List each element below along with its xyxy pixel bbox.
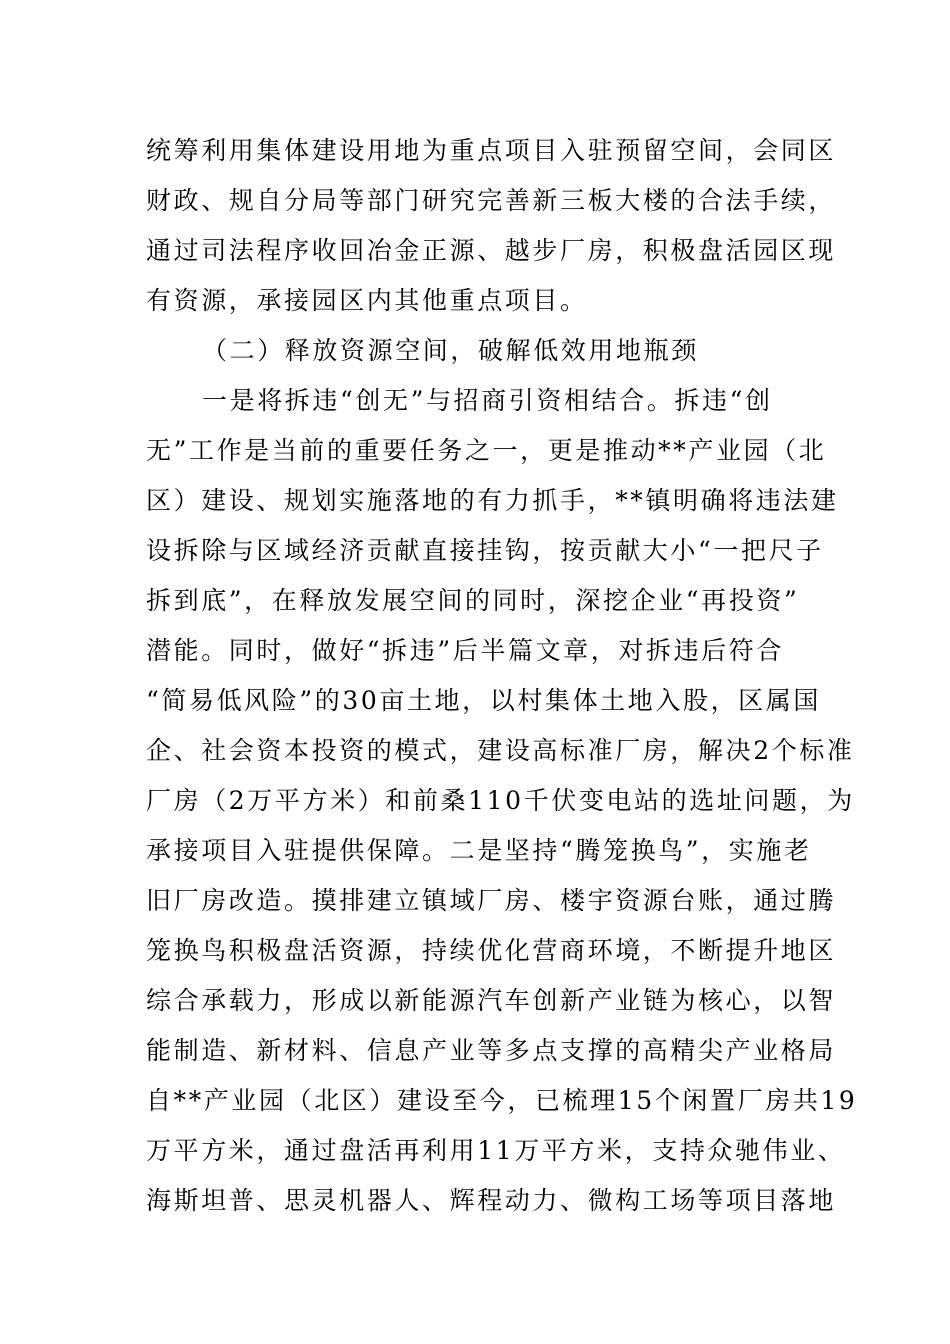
body-line: 笼换鸟积极盘活资源，持续优化营商环境，不断提升地区 [146,936,837,965]
body-line: 设拆除与区域经济贡献直接挂钩，按贡献大小“一把尺子 [146,536,824,565]
body-line: 潜能。同时，做好“拆违”后半篇文章，对拆违后符合 [146,636,784,665]
body-line: 自**产业园（北区）建设至今，已梳理15个闲置厂房共19 [146,1086,858,1115]
body-line: “简易低风险”的30亩土地，以村集体土地入股，区属国 [146,686,821,715]
section-heading: （二）释放资源空间，破解低效用地瓶颈 [202,336,699,365]
body-line: 通过司法程序收回冶金正源、越步厂房，积极盘活园区现 [146,236,837,265]
body-line: 财政、规自分局等部门研究完善新三板大楼的合法手续， [146,186,837,215]
body-line: 海斯坦普、思灵机器人、辉程动力、微构工场等项目落地 [146,1186,837,1215]
body-line: 拆到底”，在释放发展空间的同时，深挖企业“再投资” [146,586,800,615]
body-line: 万平方米，通过盘活再利用11万平方米，支持众驰伟业、 [146,1136,846,1165]
body-line: 一是将拆违“创无”与招商引资相结合。拆违“创 [202,386,773,415]
body-line: 企、社会资本投资的模式，建设高标准厂房，解决2个标准 [146,736,855,765]
body-line: 无”工作是当前的重要任务之一，更是推动**产业园（北 [146,436,827,465]
body-line: 旧厂房改造。摸排建立镇域厂房、楼宇资源台账，通过腾 [146,886,837,915]
body-line: 承接项目入驻提供保障。二是坚持“腾笼换鸟”，实施老 [146,836,812,865]
body-line: 区）建设、规划实施落地的有力抓手，**镇明确将违法建 [146,486,839,515]
body-line: 能制造、新材料、信息产业等多点支撑的高精尖产业格局 [146,1036,837,1065]
body-line: 有资源，承接园区内其他重点项目。 [146,286,588,315]
body-line: 统筹利用集体建设用地为重点项目入驻预留空间，会同区 [146,136,837,165]
body-line: 厂房（2万平方米）和前桑110千伏变电站的选址问题，为 [146,786,855,815]
body-line: 综合承载力，形成以新能源汽车创新产业链为核心，以智 [146,986,837,1015]
